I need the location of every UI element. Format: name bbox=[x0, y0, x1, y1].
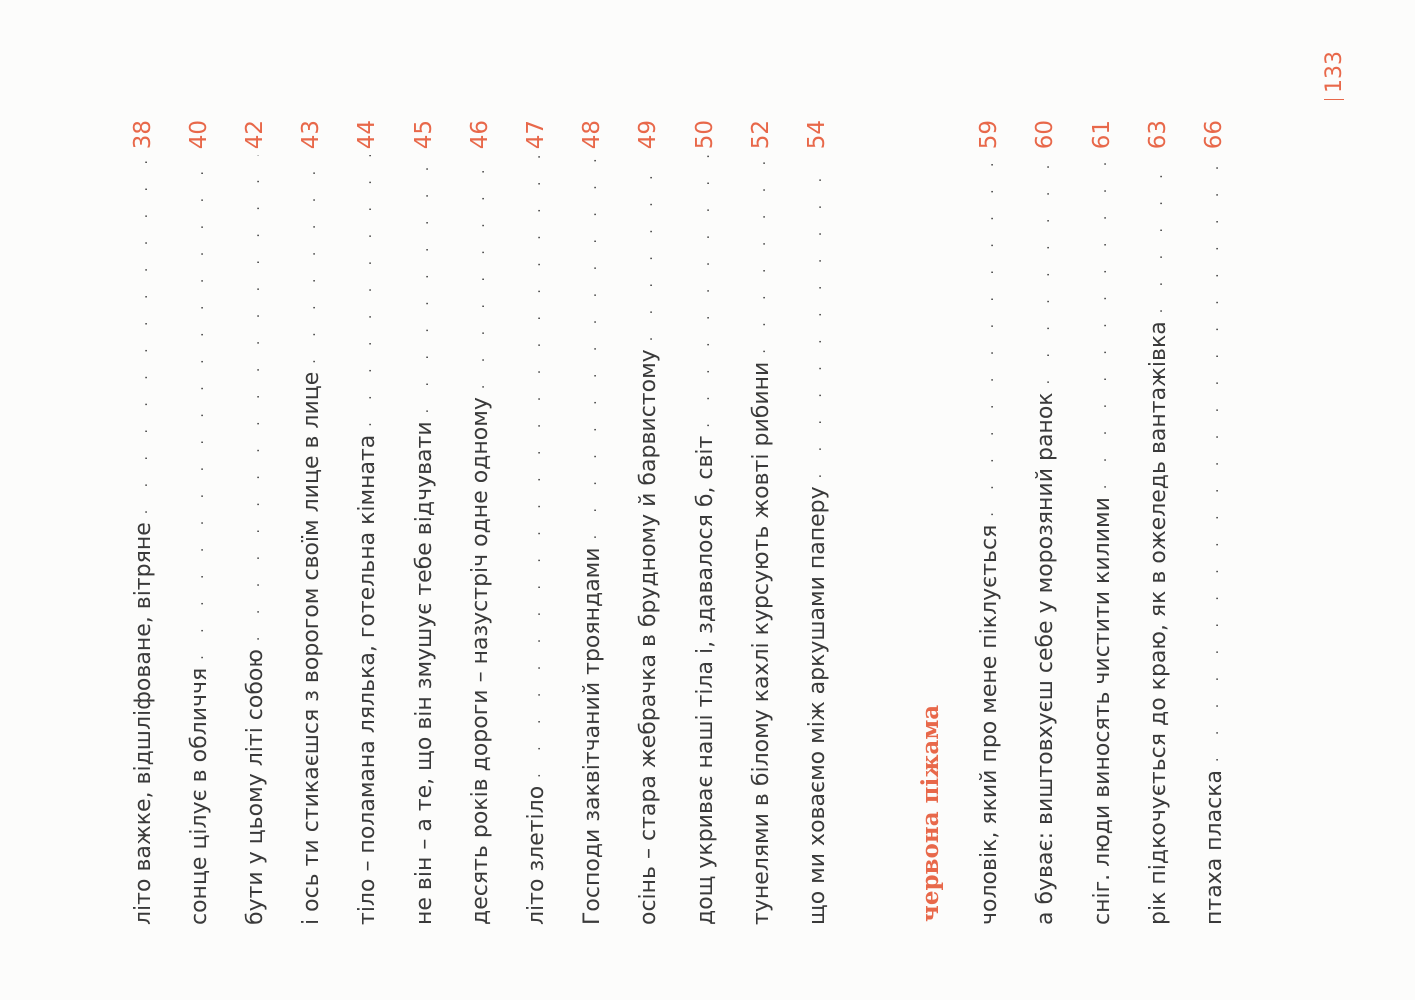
dot-leader bbox=[584, 155, 600, 539]
toc-entry bbox=[184, 120, 214, 925]
toc-entry-page: 49 bbox=[635, 120, 661, 150]
toc-entry bbox=[577, 120, 607, 925]
toc-entry bbox=[465, 120, 495, 925]
toc-entry-page: 61 bbox=[1089, 120, 1115, 150]
toc-entry bbox=[1143, 120, 1173, 925]
toc-entry-page: 45 bbox=[411, 120, 437, 150]
toc-entry-title: Господи заквітчаний трояндами bbox=[579, 547, 605, 925]
dot-leader bbox=[1150, 155, 1166, 313]
dot-leader bbox=[640, 155, 656, 341]
toc-entry-title: чоловік, який про мене піклується bbox=[976, 524, 1002, 925]
page-number bbox=[1316, 51, 1352, 100]
toc-entry-title: осінь – стара жебрачка в брудному й барвистому bbox=[635, 349, 661, 925]
folio-rule bbox=[1324, 99, 1344, 100]
dot-leader bbox=[303, 155, 319, 363]
toc-entry bbox=[690, 120, 720, 925]
toc-entry-page: 46 bbox=[467, 120, 493, 150]
toc-entry bbox=[1199, 120, 1229, 925]
dot-leader bbox=[1094, 155, 1110, 489]
dot-leader bbox=[1206, 155, 1222, 762]
toc-entry-title: сонце цілує в обличчя bbox=[186, 667, 212, 925]
toc-entry bbox=[633, 120, 663, 925]
toc-entry-title: тіло – поламана лялька, готельна кімната bbox=[354, 434, 380, 925]
page-number-text: 133 bbox=[1321, 51, 1347, 93]
toc-entry-page: 54 bbox=[804, 120, 830, 150]
dot-leader bbox=[135, 155, 151, 514]
toc-entry-page: 38 bbox=[130, 120, 156, 150]
toc-entry bbox=[240, 120, 270, 925]
toc-entry-title: що ми ховаємо між аркушами паперу bbox=[804, 486, 830, 925]
toc-entry-title: не він – а те, що він змушує тебе відчувати bbox=[411, 421, 437, 925]
dot-leader bbox=[753, 155, 769, 353]
dot-leader bbox=[981, 155, 997, 516]
dot-leader bbox=[809, 155, 825, 478]
dot-leader bbox=[1037, 155, 1053, 384]
toc-entry bbox=[746, 120, 776, 925]
dot-leader bbox=[416, 155, 432, 413]
toc-entry-title: сніг. люди виносять чистити килими bbox=[1089, 497, 1115, 925]
toc-entry-title: і ось ти стикаєшся з ворогом своїм лице в лице bbox=[298, 371, 324, 925]
toc-entry-page: 48 bbox=[579, 120, 605, 150]
toc-entry-title: бути у цьому літі собою bbox=[242, 649, 268, 925]
toc-entry bbox=[974, 120, 1004, 925]
section-heading: червона піжама bbox=[917, 704, 944, 922]
toc-entry bbox=[802, 120, 832, 925]
dot-leader bbox=[191, 155, 207, 659]
toc-entry-title: дощ укриває наші тіла і, здавалося б, світ bbox=[692, 435, 718, 925]
toc-entry bbox=[1087, 120, 1117, 925]
toc-entry-page: 43 bbox=[298, 120, 324, 150]
toc-entry-page: 42 bbox=[242, 120, 268, 150]
toc-entry-page: 60 bbox=[1032, 120, 1058, 150]
toc-entry-title: а буває: виштовхуєш себе у морозяний ранок bbox=[1032, 392, 1058, 925]
toc-entry-page: 63 bbox=[1145, 120, 1171, 150]
toc-entry-page: 52 bbox=[748, 120, 774, 150]
toc-entry bbox=[409, 120, 439, 925]
toc-entry-page: 47 bbox=[523, 120, 549, 150]
toc-entry-page: 59 bbox=[976, 120, 1002, 150]
dot-leader bbox=[697, 155, 713, 427]
toc-entry-title: рік підкочується до краю, як в ожеледь вантажівка bbox=[1145, 321, 1171, 925]
toc-entry-page: 44 bbox=[354, 120, 380, 150]
toc-entry bbox=[352, 120, 382, 925]
toc-entry-title: літо злетіло bbox=[523, 785, 549, 925]
toc-entry bbox=[521, 120, 551, 925]
dot-leader bbox=[472, 155, 488, 389]
toc-entry-title: десять років дороги – назустріч одне одному bbox=[467, 397, 493, 925]
toc-entry-page: 40 bbox=[186, 120, 212, 150]
toc-entry-page: 50 bbox=[692, 120, 718, 150]
dot-leader bbox=[247, 155, 263, 641]
toc-entry bbox=[128, 120, 158, 925]
toc-entry-page: 66 bbox=[1201, 120, 1227, 150]
toc-entry-title: літо важке, відшліфоване, вітряне bbox=[130, 522, 156, 925]
toc-entry bbox=[1030, 120, 1060, 925]
toc-entry-title: птаха пласка bbox=[1201, 770, 1227, 925]
toc-entry-title: тунелями в білому кахлі курсують жовті рибини bbox=[748, 361, 774, 925]
dot-leader bbox=[528, 155, 544, 778]
toc-entry bbox=[296, 120, 326, 925]
dot-leader bbox=[359, 155, 375, 426]
